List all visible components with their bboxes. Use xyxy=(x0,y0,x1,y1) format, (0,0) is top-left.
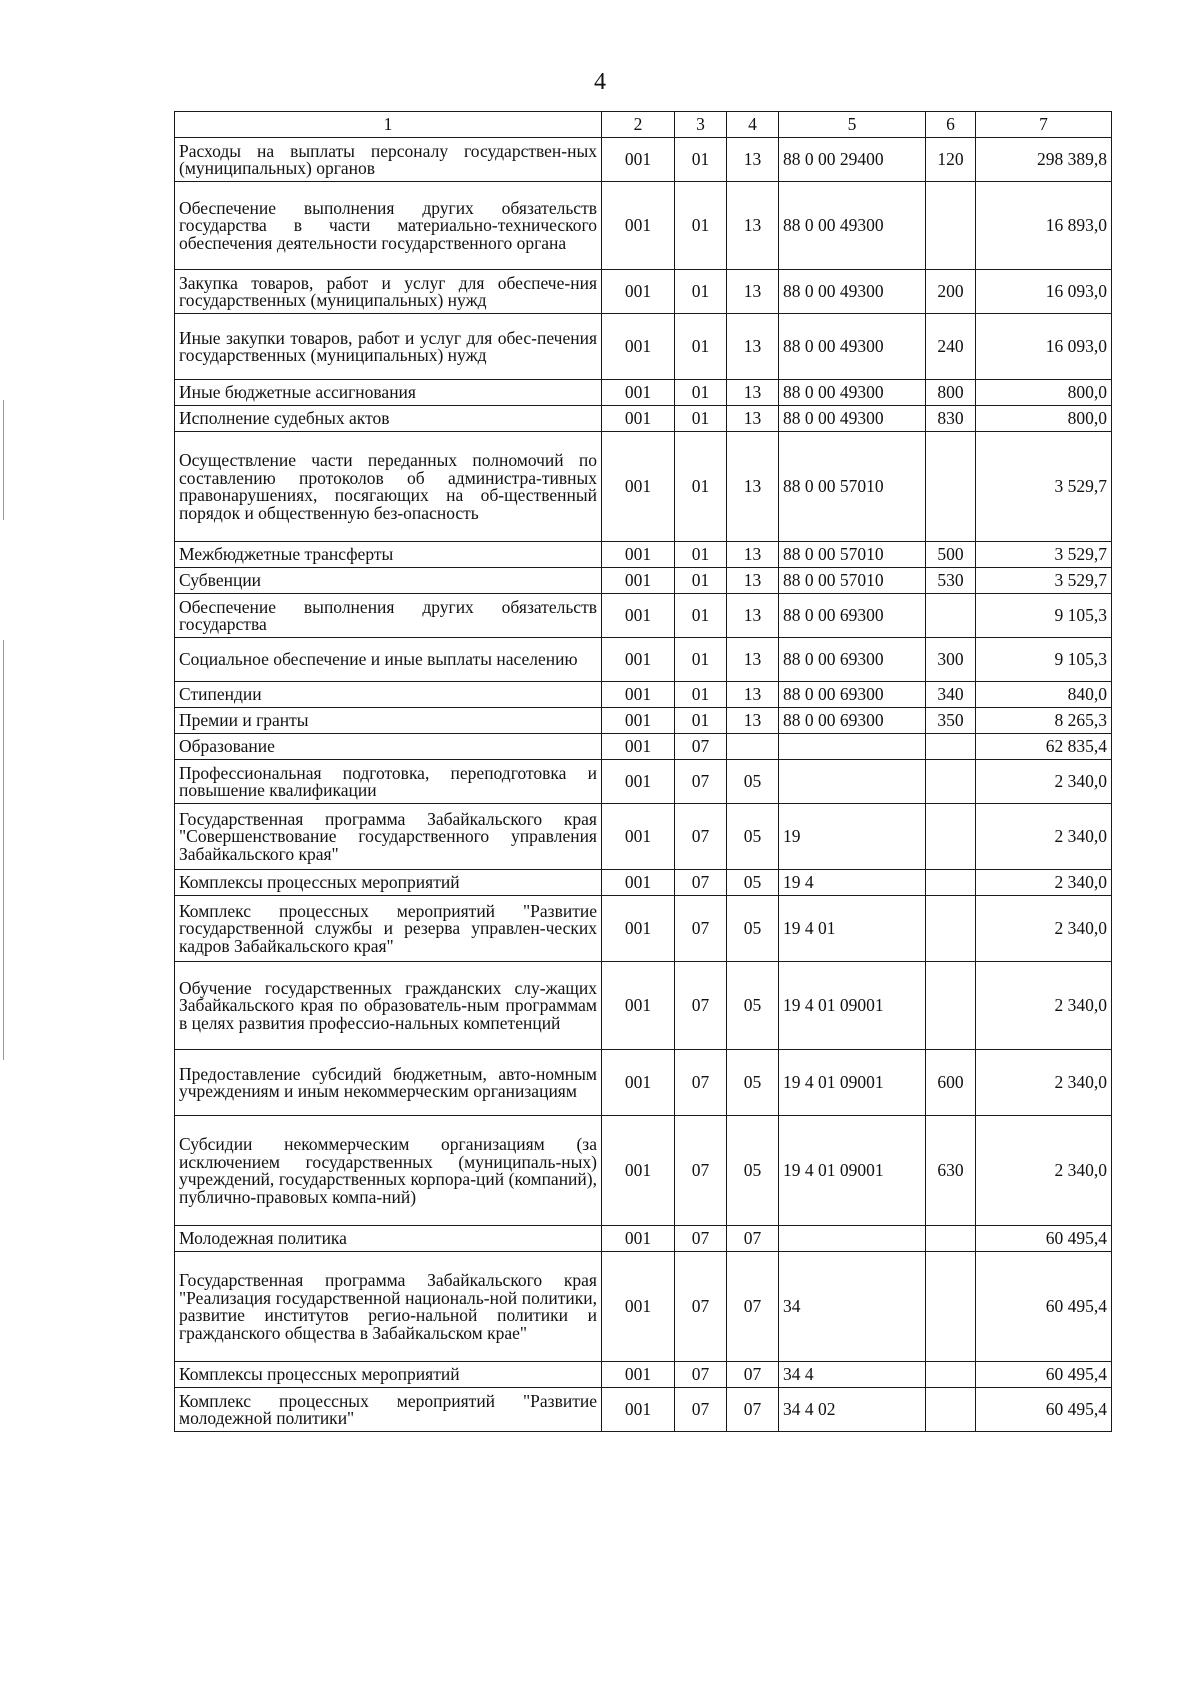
row-subsection-code: 05 xyxy=(727,896,779,962)
row-grbs-code: 001 xyxy=(602,138,675,182)
row-name: Расходы на выплаты персоналу государствен-ных (муниципальных) органов xyxy=(175,138,602,182)
row-grbs-code: 001 xyxy=(602,1252,675,1362)
table-row xyxy=(175,594,1112,638)
row-section-code: 07 xyxy=(675,870,727,896)
row-section-code: 01 xyxy=(675,138,727,182)
row-target-article-code: 34 4 02 xyxy=(779,1388,926,1432)
row-amount: 2 340,0 xyxy=(976,870,1112,896)
row-target-article-code: 88 0 00 49300 xyxy=(779,406,926,432)
row-subsection-code: 05 xyxy=(727,1050,779,1116)
row-amount: 2 340,0 xyxy=(976,962,1112,1050)
table-header xyxy=(175,112,1112,138)
row-section-code: 07 xyxy=(675,1226,727,1252)
row-subsection-code: 05 xyxy=(727,804,779,870)
row-amount: 2 340,0 xyxy=(976,804,1112,870)
row-name: Комплекс процессных мероприятий "Развитие государственной службы и резерва управлен-ческих кадров Забайкальского края" xyxy=(175,896,602,962)
row-section-code: 01 xyxy=(675,542,727,568)
row-target-article-code: 88 0 00 69300 xyxy=(779,638,926,682)
row-amount: 62 835,4 xyxy=(976,734,1112,760)
row-grbs-code: 001 xyxy=(602,1116,675,1226)
row-target-article-code: 34 4 xyxy=(779,1362,926,1388)
row-section-code: 01 xyxy=(675,182,727,270)
row-expense-type-code: 600 xyxy=(926,1050,976,1116)
row-subsection-code xyxy=(727,734,779,760)
row-grbs-code: 001 xyxy=(602,1388,675,1432)
row-grbs-code: 001 xyxy=(602,896,675,962)
row-expense-type-code: 120 xyxy=(926,138,976,182)
row-section-code: 07 xyxy=(675,1362,727,1388)
row-name: Иные закупки товаров, работ и услуг для обес-печения государственных (муниципальных) нужд xyxy=(175,314,602,380)
row-subsection-code: 13 xyxy=(727,638,779,682)
row-grbs-code: 001 xyxy=(602,734,675,760)
row-expense-type-code: 800 xyxy=(926,380,976,406)
row-subsection-code: 13 xyxy=(727,568,779,594)
row-section-code: 07 xyxy=(675,962,727,1050)
page-number: 4 xyxy=(594,69,606,95)
table-row xyxy=(175,734,1112,760)
row-section-code: 01 xyxy=(675,432,727,542)
row-name: Субсидии некоммерческим организациям (за исключением государственных (муниципаль-ных) учреждений, государственных корпора-ций (компаний), публично-правовых компа-ний) xyxy=(175,1116,602,1226)
row-expense-type-code: 350 xyxy=(926,708,976,734)
header-row xyxy=(175,112,1112,138)
table-row xyxy=(175,962,1112,1050)
row-name: Исполнение судебных актов xyxy=(175,406,602,432)
row-subsection-code: 13 xyxy=(727,406,779,432)
row-grbs-code: 001 xyxy=(602,314,675,380)
table-row xyxy=(175,1050,1112,1116)
row-expense-type-code xyxy=(926,760,976,804)
row-amount: 3 529,7 xyxy=(976,542,1112,568)
table-row xyxy=(175,380,1112,406)
row-grbs-code: 001 xyxy=(602,708,675,734)
row-subsection-code: 13 xyxy=(727,682,779,708)
header-col-5: 5 xyxy=(779,112,926,138)
table-row xyxy=(175,1362,1112,1388)
row-subsection-code: 13 xyxy=(727,380,779,406)
row-name: Государственная программа Забайкальского края "Совершенствование государственного управления Забайкальского края" xyxy=(175,804,602,870)
row-section-code: 07 xyxy=(675,760,727,804)
row-target-article-code: 19 4 01 09001 xyxy=(779,962,926,1050)
row-target-article-code xyxy=(779,760,926,804)
row-name: Премии и гранты xyxy=(175,708,602,734)
row-grbs-code: 001 xyxy=(602,804,675,870)
row-subsection-code: 13 xyxy=(727,594,779,638)
row-amount: 60 495,4 xyxy=(976,1252,1112,1362)
row-target-article-code: 19 xyxy=(779,804,926,870)
row-section-code: 07 xyxy=(675,1252,727,1362)
row-grbs-code: 001 xyxy=(602,594,675,638)
row-target-article-code xyxy=(779,734,926,760)
table-row xyxy=(175,432,1112,542)
table-row xyxy=(175,314,1112,380)
row-expense-type-code xyxy=(926,1226,976,1252)
row-amount: 60 495,4 xyxy=(976,1362,1112,1388)
row-subsection-code: 05 xyxy=(727,962,779,1050)
row-target-article-code: 19 4 01 09001 xyxy=(779,1050,926,1116)
row-section-code: 07 xyxy=(675,1050,727,1116)
row-subsection-code: 13 xyxy=(727,708,779,734)
row-name: Молодежная политика xyxy=(175,1226,602,1252)
header-col-6: 6 xyxy=(926,112,976,138)
table-row xyxy=(175,804,1112,870)
row-target-article-code: 88 0 00 49300 xyxy=(779,270,926,314)
row-section-code: 01 xyxy=(675,270,727,314)
row-grbs-code: 001 xyxy=(602,962,675,1050)
row-expense-type-code: 500 xyxy=(926,542,976,568)
row-section-code: 01 xyxy=(675,380,727,406)
row-name: Иные бюджетные ассигнования xyxy=(175,380,602,406)
table-row xyxy=(175,870,1112,896)
row-amount: 800,0 xyxy=(976,380,1112,406)
row-name: Обеспечение выполнения других обязательств государства в части материально-технического обеспечения деятельности государственного органа xyxy=(175,182,602,270)
row-expense-type-code xyxy=(926,962,976,1050)
row-section-code: 07 xyxy=(675,734,727,760)
row-expense-type-code xyxy=(926,432,976,542)
row-grbs-code: 001 xyxy=(602,1226,675,1252)
table-row xyxy=(175,542,1112,568)
row-subsection-code: 13 xyxy=(727,314,779,380)
row-target-article-code: 88 0 00 69300 xyxy=(779,594,926,638)
row-grbs-code: 001 xyxy=(602,1050,675,1116)
row-subsection-code: 07 xyxy=(727,1252,779,1362)
row-expense-type-code xyxy=(926,1388,976,1432)
row-target-article-code: 88 0 00 57010 xyxy=(779,542,926,568)
row-target-article-code: 19 4 01 09001 xyxy=(779,1116,926,1226)
row-name: Комплекс процессных мероприятий "Развитие молодежной политики" xyxy=(175,1388,602,1432)
row-section-code: 01 xyxy=(675,594,727,638)
row-expense-type-code: 340 xyxy=(926,682,976,708)
table-row xyxy=(175,1388,1112,1432)
table-row xyxy=(175,1252,1112,1362)
budget-table xyxy=(174,111,1112,1432)
row-amount: 9 105,3 xyxy=(976,638,1112,682)
row-amount: 16 093,0 xyxy=(976,314,1112,380)
row-name: Стипендии xyxy=(175,682,602,708)
row-expense-type-code xyxy=(926,594,976,638)
row-grbs-code: 001 xyxy=(602,380,675,406)
row-subsection-code: 13 xyxy=(727,270,779,314)
scan-margin-line-bottom xyxy=(3,640,4,1060)
row-amount: 2 340,0 xyxy=(976,1116,1112,1226)
row-grbs-code: 001 xyxy=(602,638,675,682)
row-expense-type-code: 200 xyxy=(926,270,976,314)
row-target-article-code: 88 0 00 49300 xyxy=(779,182,926,270)
row-grbs-code: 001 xyxy=(602,870,675,896)
row-name: Предоставление субсидий бюджетным, авто-номным учреждениям и иным некоммерческим организациям xyxy=(175,1050,602,1116)
row-name: Профессиональная подготовка, переподготовка и повышение квалификации xyxy=(175,760,602,804)
row-target-article-code: 34 xyxy=(779,1252,926,1362)
row-target-article-code: 88 0 00 69300 xyxy=(779,708,926,734)
header-col-7: 7 xyxy=(976,112,1112,138)
row-amount: 60 495,4 xyxy=(976,1388,1112,1432)
table-row xyxy=(175,1226,1112,1252)
row-target-article-code: 19 4 01 xyxy=(779,896,926,962)
table-row xyxy=(175,682,1112,708)
row-grbs-code: 001 xyxy=(602,406,675,432)
row-expense-type-code: 630 xyxy=(926,1116,976,1226)
header-col-4: 4 xyxy=(727,112,779,138)
row-section-code: 01 xyxy=(675,406,727,432)
row-amount: 840,0 xyxy=(976,682,1112,708)
table-row xyxy=(175,182,1112,270)
row-name: Межбюджетные трансферты xyxy=(175,542,602,568)
row-target-article-code: 88 0 00 57010 xyxy=(779,568,926,594)
row-expense-type-code: 830 xyxy=(926,406,976,432)
row-grbs-code: 001 xyxy=(602,568,675,594)
row-amount: 2 340,0 xyxy=(976,896,1112,962)
row-section-code: 07 xyxy=(675,896,727,962)
row-grbs-code: 001 xyxy=(602,760,675,804)
row-grbs-code: 001 xyxy=(602,432,675,542)
row-amount: 9 105,3 xyxy=(976,594,1112,638)
row-expense-type-code: 300 xyxy=(926,638,976,682)
table-row xyxy=(175,638,1112,682)
row-section-code: 01 xyxy=(675,682,727,708)
row-grbs-code: 001 xyxy=(602,1362,675,1388)
row-expense-type-code xyxy=(926,804,976,870)
header-col-2: 2 xyxy=(602,112,675,138)
row-grbs-code: 001 xyxy=(602,182,675,270)
table-row xyxy=(175,896,1112,962)
row-amount: 2 340,0 xyxy=(976,1050,1112,1116)
row-section-code: 01 xyxy=(675,638,727,682)
row-amount: 3 529,7 xyxy=(976,568,1112,594)
row-name: Обеспечение выполнения других обязательств государства xyxy=(175,594,602,638)
table-row xyxy=(175,1116,1112,1226)
row-name: Осуществление части переданных полномочий по составлению протоколов об администра-тивных правонарушениях, посягающих на об-щественный порядок и общественную без-опасность xyxy=(175,432,602,542)
row-amount: 16 093,0 xyxy=(976,270,1112,314)
row-target-article-code: 19 4 xyxy=(779,870,926,896)
row-target-article-code: 88 0 00 57010 xyxy=(779,432,926,542)
row-expense-type-code xyxy=(926,734,976,760)
row-expense-type-code xyxy=(926,182,976,270)
row-section-code: 07 xyxy=(675,804,727,870)
row-amount: 800,0 xyxy=(976,406,1112,432)
row-name: Комплексы процессных мероприятий xyxy=(175,870,602,896)
row-section-code: 01 xyxy=(675,314,727,380)
table-row xyxy=(175,708,1112,734)
row-expense-type-code: 240 xyxy=(926,314,976,380)
row-target-article-code: 88 0 00 69300 xyxy=(779,682,926,708)
row-subsection-code: 07 xyxy=(727,1362,779,1388)
row-expense-type-code xyxy=(926,1252,976,1362)
row-amount: 298 389,8 xyxy=(976,138,1112,182)
row-grbs-code: 001 xyxy=(602,682,675,708)
row-subsection-code: 05 xyxy=(727,1116,779,1226)
row-amount: 2 340,0 xyxy=(976,760,1112,804)
row-expense-type-code xyxy=(926,870,976,896)
row-target-article-code xyxy=(779,1226,926,1252)
row-amount: 16 893,0 xyxy=(976,182,1112,270)
row-subsection-code: 13 xyxy=(727,182,779,270)
row-expense-type-code: 530 xyxy=(926,568,976,594)
header-col-1: 1 xyxy=(175,112,602,138)
table-row xyxy=(175,760,1112,804)
row-amount: 3 529,7 xyxy=(976,432,1112,542)
row-expense-type-code xyxy=(926,1362,976,1388)
table-row xyxy=(175,270,1112,314)
row-section-code: 07 xyxy=(675,1116,727,1226)
row-name: Образование xyxy=(175,734,602,760)
row-section-code: 01 xyxy=(675,568,727,594)
scan-margin-line-top xyxy=(3,400,4,520)
row-target-article-code: 88 0 00 49300 xyxy=(779,314,926,380)
row-subsection-code: 05 xyxy=(727,760,779,804)
row-subsection-code: 13 xyxy=(727,138,779,182)
row-target-article-code: 88 0 00 49300 xyxy=(779,380,926,406)
row-subsection-code: 05 xyxy=(727,870,779,896)
row-subsection-code: 07 xyxy=(727,1226,779,1252)
row-target-article-code: 88 0 00 29400 xyxy=(779,138,926,182)
row-expense-type-code xyxy=(926,896,976,962)
row-name: Социальное обеспечение и иные выплаты населению xyxy=(175,638,602,682)
row-grbs-code: 001 xyxy=(602,270,675,314)
row-amount: 8 265,3 xyxy=(976,708,1112,734)
row-section-code: 07 xyxy=(675,1388,727,1432)
table-row xyxy=(175,406,1112,432)
row-name: Обучение государственных гражданских слу-жащих Забайкальского края по образователь-ным программам в целях развития профессио-нальных компетенций xyxy=(175,962,602,1050)
row-section-code: 01 xyxy=(675,708,727,734)
row-name: Государственная программа Забайкальского края "Реализация государственной националь-ной политики, развитие институтов регио-нальной политики и гражданского общества в Забайкальском крае" xyxy=(175,1252,602,1362)
header-col-3: 3 xyxy=(675,112,727,138)
row-name: Закупка товаров, работ и услуг для обеспече-ния государственных (муниципальных) нужд xyxy=(175,270,602,314)
row-subsection-code: 13 xyxy=(727,432,779,542)
table-row xyxy=(175,138,1112,182)
row-subsection-code: 13 xyxy=(727,542,779,568)
table-row xyxy=(175,568,1112,594)
row-amount: 60 495,4 xyxy=(976,1226,1112,1252)
table-body xyxy=(175,138,1112,1432)
row-grbs-code: 001 xyxy=(602,542,675,568)
row-name: Субвенции xyxy=(175,568,602,594)
row-subsection-code: 07 xyxy=(727,1388,779,1432)
row-name: Комплексы процессных мероприятий xyxy=(175,1362,602,1388)
